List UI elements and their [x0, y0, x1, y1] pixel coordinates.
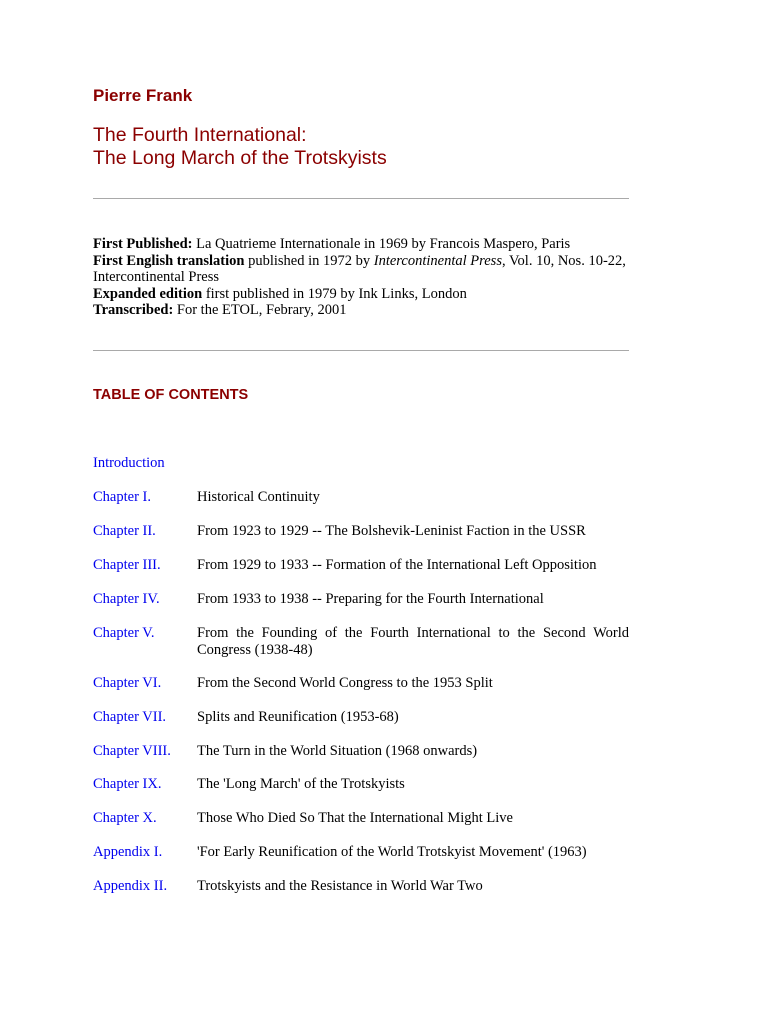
toc-link-chapter-10[interactable]: Chapter X. [93, 810, 157, 826]
first-published-label: First Published: [93, 236, 193, 252]
toc-desc-chapter-1: Historical Continuity [197, 489, 320, 505]
toc-link-chapter-2[interactable]: Chapter II. [93, 523, 156, 539]
publication-info [93, 236, 629, 319]
toc-link-chapter-6[interactable]: Chapter VI. [93, 675, 162, 691]
divider-top [93, 198, 629, 199]
toc-link-chapter-8[interactable]: Chapter VIII. [93, 743, 171, 759]
toc-desc-appendix-1: 'For Early Reunification of the World Trotskyist Movement' (1963) [197, 844, 587, 860]
first-english-text-pre: published in 1972 by [244, 252, 374, 269]
transcribed-label: Transcribed: [93, 302, 174, 319]
toc-link-introduction[interactable]: Introduction [93, 455, 165, 471]
author-name: Pierre Frank [93, 86, 193, 105]
title-line-1: The Fourth International: [93, 124, 307, 146]
toc-desc-chapter-9: The 'Long March' of the Trotskyists [197, 776, 405, 792]
toc-link-chapter-4[interactable]: Chapter IV. [93, 591, 160, 607]
toc-desc-appendix-2: Trotskyists and the Resistance in World War Two [197, 878, 483, 894]
toc-link-chapter-5[interactable]: Chapter V. [93, 625, 155, 641]
toc-heading: TABLE OF CONTENTS [93, 387, 249, 403]
toc-desc-chapter-8: The Turn in the World Situation (1968 onwards) [197, 743, 478, 759]
toc-link-chapter-7[interactable]: Chapter VII. [93, 709, 167, 725]
first-english-line [93, 253, 629, 286]
toc-link-chapter-1[interactable]: Chapter I. [93, 489, 151, 505]
first-english-text-post: , Vol. 10, Nos. 10-22, Intercontinental Press [93, 252, 626, 286]
toc-desc-chapter-4: From 1933 to 1938 -- Preparing for the Fourth International [197, 591, 544, 607]
expanded-label: Expanded edition [93, 285, 203, 302]
title-line-2: The Long March of the Trotskyists [93, 147, 387, 169]
toc-desc-chapter-7: Splits and Reunification (1953-68) [197, 709, 399, 725]
toc-link-appendix-2[interactable]: Appendix II. [93, 878, 168, 894]
document-title [93, 124, 387, 170]
first-published-text: La Quatrieme Internationale in 1969 by Francois Maspero, Paris [192, 236, 571, 252]
toc-desc-chapter-3: From 1929 to 1933 -- Formation of the International Left Opposition [197, 557, 597, 573]
first-english-label: First English translation [93, 252, 245, 269]
transcribed-text: For the ETOL, Febrary, 2001 [173, 302, 347, 319]
toc-link-chapter-3[interactable]: Chapter III. [93, 557, 161, 573]
transcribed-line [93, 302, 629, 319]
toc-link-chapter-9[interactable]: Chapter IX. [93, 776, 162, 792]
toc-desc-chapter-10: Those Who Died So That the International Might Live [197, 810, 513, 826]
toc-link-appendix-1[interactable]: Appendix I. [93, 844, 163, 860]
first-published-line [93, 236, 629, 253]
expanded-edition-line [93, 286, 629, 303]
toc-desc-chapter-5: From the Founding of the Fourth International to the Second World Congress (1938-48) [197, 625, 629, 658]
toc-desc-chapter-2: From 1923 to 1929 -- The Bolshevik-Leninist Faction in the USSR [197, 523, 586, 539]
divider-bottom [93, 350, 629, 351]
toc-desc-chapter-6: From the Second World Congress to the 1953 Split [197, 675, 493, 691]
first-english-publication: Intercontinental Press [373, 252, 502, 269]
expanded-text: first published in 1979 by Ink Links, London [202, 285, 467, 302]
